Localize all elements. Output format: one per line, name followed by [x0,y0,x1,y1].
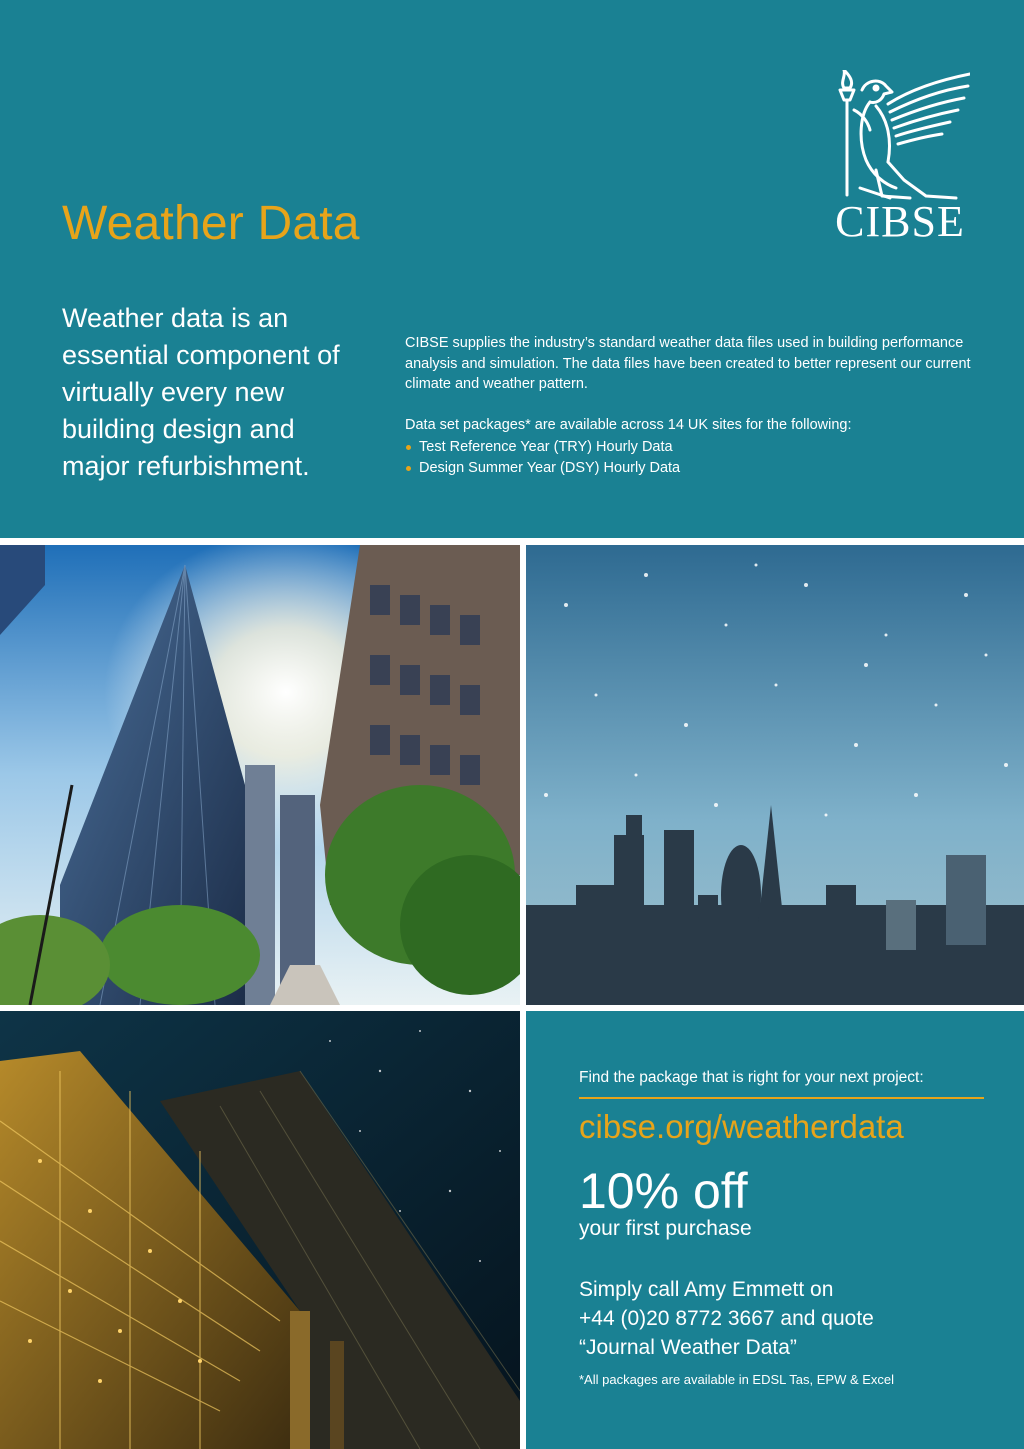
photo-snowy-skyline [526,545,1024,1005]
divider [579,1097,984,1099]
promo-panel [526,1011,1024,1449]
contact-text [579,1275,999,1362]
bullet-icon [406,466,411,471]
body-paragraph: CIBSE supplies the industry’s standard weather data files used in building performance analysis and simulation. The data files have been created to better represent our current climate and weather pattern. [405,335,971,392]
page-title: Weather Data [62,197,360,250]
cibse-logo [830,70,970,250]
packages-list [405,437,990,478]
contact-quote: “Journal Weather Data” [579,1336,797,1359]
list-item [405,437,990,458]
promo-intro: Find the package that is right for your next project: [579,1069,924,1086]
weatherdata-link[interactable]: cibse.org/weatherdata [579,1108,904,1145]
footnote: *All packages are available in EDSL Tas, EPW & Excel [579,1372,895,1387]
header-panel [0,0,1024,538]
packages-intro: Data set packages* are available across 14 UK sites for the following: [405,416,852,433]
contact-phone: +44 (0)20 8772 3667 and quote [579,1307,874,1330]
package-label: Test Reference Year (TRY) Hourly Data [419,439,673,455]
body-column [405,333,990,478]
logo-wordmark: CIBSE [835,197,965,246]
discount-headline: 10% off [579,1163,748,1219]
contact-line: Simply call Amy Emmett on [579,1278,834,1301]
package-label: Design Summer Year (DSY) Hourly Data [419,459,681,476]
griffin-torch-icon [830,70,970,200]
photo-night-building [0,1011,520,1449]
photo-sunny-towers [0,545,520,1005]
bullet-icon [406,445,411,450]
discount-subtext: your first purchase [579,1217,752,1240]
list-item [405,458,990,479]
intro-text: Weather data is an essential component of virtually every new building design and major refurbishment. [62,303,340,481]
